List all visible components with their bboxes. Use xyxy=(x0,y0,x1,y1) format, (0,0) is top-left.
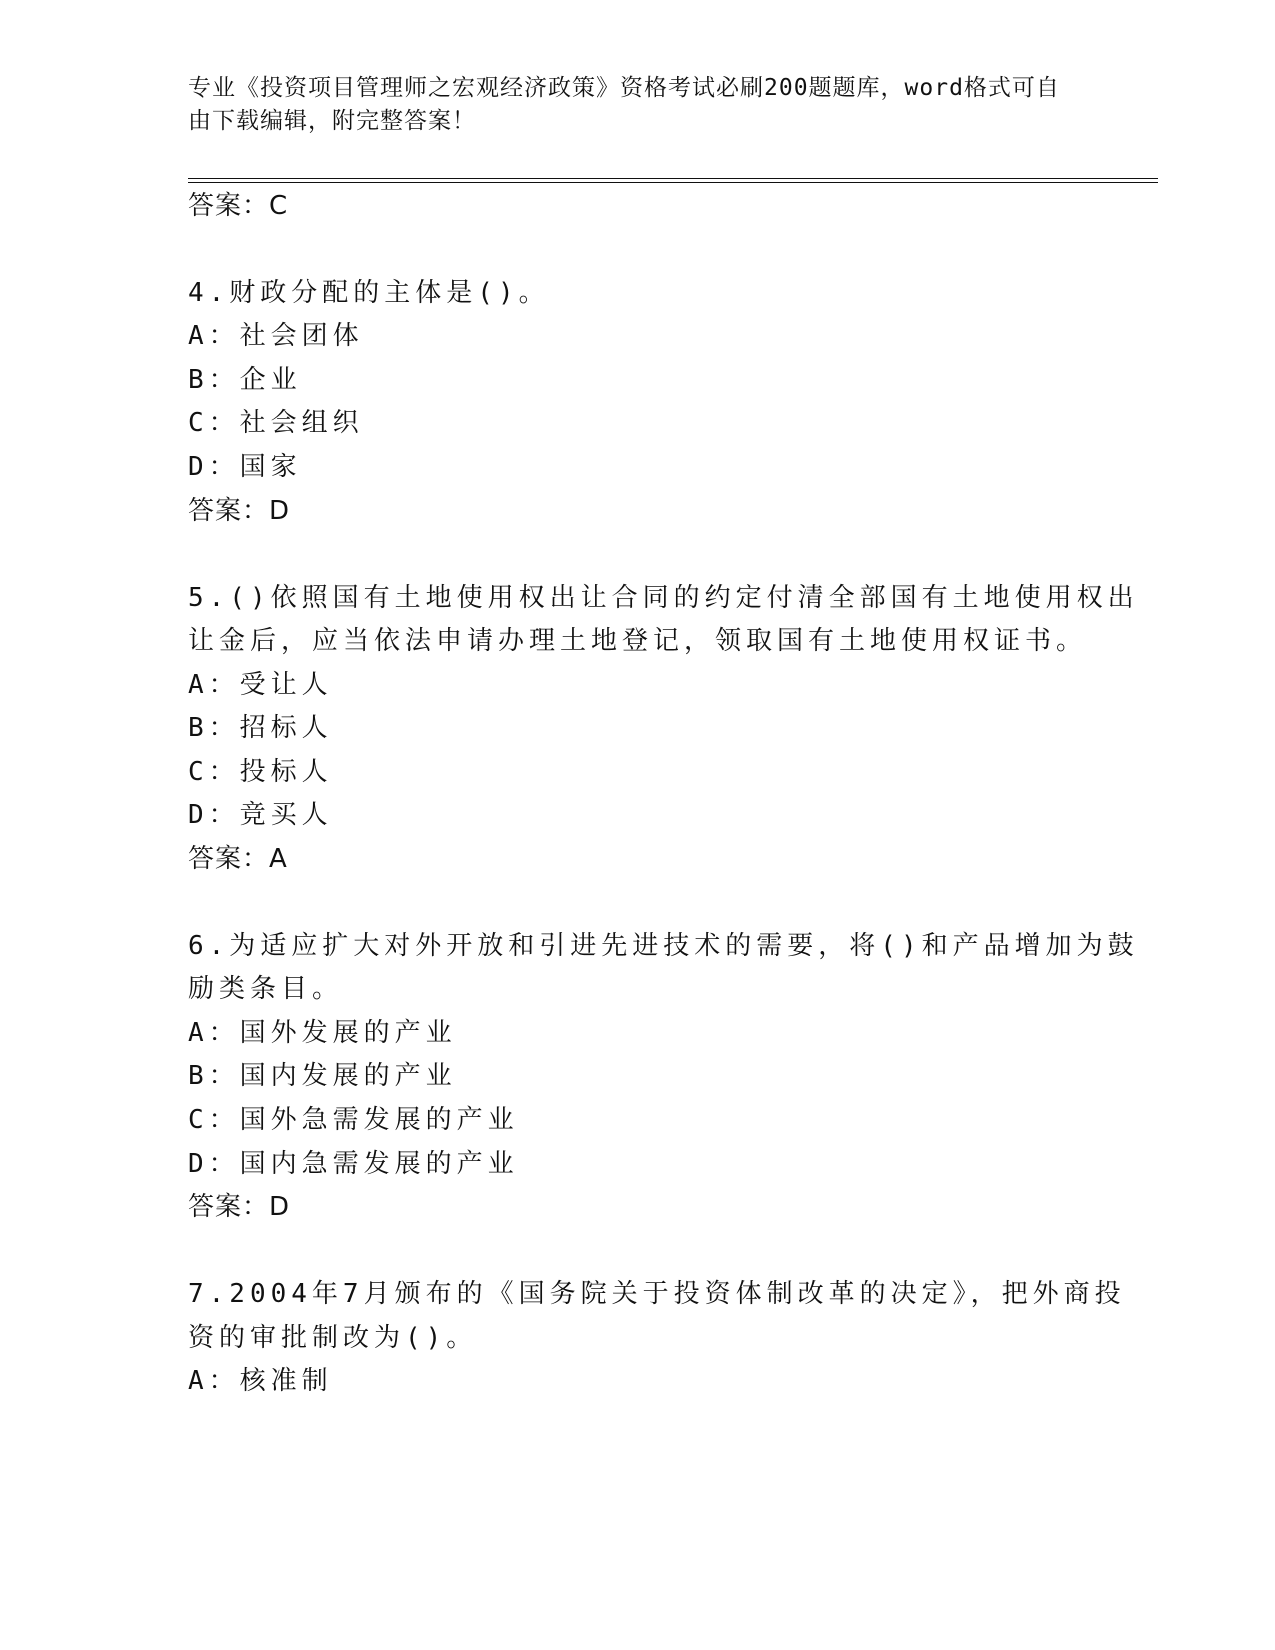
question-7-option-a: A：核准制 xyxy=(188,1366,333,1396)
question-5-option-a: A：受让人 xyxy=(188,670,333,700)
question-4-stem: 4.财政分配的主体是()。 xyxy=(188,278,550,308)
question-7-stem-line2: 资的审批制改为()。 xyxy=(188,1323,478,1353)
question-5-option-d: D：竞买人 xyxy=(188,800,333,830)
question-6-option-b: B：国内发展的产业 xyxy=(188,1061,457,1091)
answer-q3: 答案：C xyxy=(188,191,289,221)
question-6-option-c: C：国外急需发展的产业 xyxy=(188,1105,519,1135)
question-4-option-d: D：国家 xyxy=(188,452,302,482)
question-7-stem-line1: 7.2004年7月颁布的《国务院关于投资体制改革的决定》，把外商投 xyxy=(188,1279,1126,1309)
question-5-stem-line1: 5.()依照国有土地使用权出让合同的约定付清全部国有土地使用权出 xyxy=(188,583,1139,613)
question-6-option-a: A：国外发展的产业 xyxy=(188,1018,457,1048)
question-5-option-c: C：投标人 xyxy=(188,757,333,787)
header-divider xyxy=(188,178,1158,183)
question-6-option-d: D：国内急需发展的产业 xyxy=(188,1149,519,1179)
answer-q6: 答案：D xyxy=(188,1192,291,1222)
question-6-stem-line2: 励类条目。 xyxy=(188,974,344,1004)
header-intro: 专业《投资项目管理师之宏观经济政策》资格考试必刷200题题库，word格式可自由下载编辑，附完整答案！ xyxy=(188,75,1060,134)
question-4-option-b: B：企业 xyxy=(188,365,302,395)
question-4-option-a: A：社会团体 xyxy=(188,321,364,351)
answer-q5: 答案：A xyxy=(188,844,288,874)
question-5-option-b: B：招标人 xyxy=(188,713,333,743)
question-6-stem-line1: 6.为适应扩大对外开放和引进先进技术的需要，将()和产品增加为鼓 xyxy=(188,931,1139,961)
question-4-option-c: C：社会组织 xyxy=(188,408,364,438)
question-5-stem-line2: 让金后，应当依法申请办理土地登记，领取国有土地使用权证书。 xyxy=(188,626,1088,656)
answer-q4: 答案：D xyxy=(188,496,291,526)
